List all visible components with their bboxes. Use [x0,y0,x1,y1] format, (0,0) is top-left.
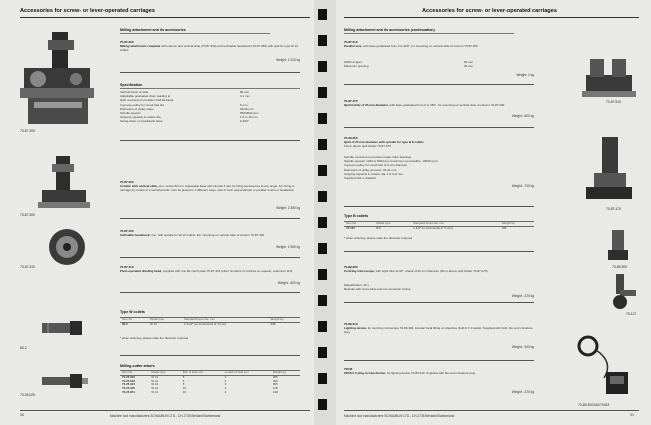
item-code: 70-87.510 [344,40,358,44]
spec-value: 1.5 to 10 mm [240,115,258,120]
footer-rule [20,410,310,411]
w-collets-title: Type W collets [120,310,145,314]
item-title: Milling attachment complete [120,44,161,49]
item-weight: Weight: .600 kg [277,281,300,285]
spec-line: Magnification: 40 x [344,283,370,287]
divider [344,251,534,252]
item-weight: Weight: .700 kg [511,184,534,188]
table-cell: 10 [182,386,186,391]
item-code: 70-96.360 [344,136,358,140]
table-cell: 70-25.024 [122,382,136,387]
spec-value: 6 mm [240,102,248,107]
quill-holder-image [580,135,638,205]
lighting-block [344,322,534,335]
image-label: 70-89.300 [612,265,627,269]
table-cell: 70-25.025 [122,386,136,391]
table-cell: 4 [224,386,227,391]
cutter-arbors-table [120,370,300,395]
page-number: 31 [630,413,634,417]
item-weight: Weight: 1.960 kg [276,245,300,249]
table-header-cell: Model type [148,318,182,323]
page-footer: Machine tool manufacturers SCHAUBLIN LTD., CH-2735 Bévilard/Switzerland [110,414,221,418]
item-code: 70-87.470 [344,99,358,103]
item-code: 70-89.310 [344,322,358,326]
spec-key: 3-groove pulley for round belt dia. [120,102,165,107]
spec-key: Maximum opening [344,64,369,69]
section-rule [120,33,270,34]
table-cell: 005 [272,382,278,387]
spec-row [120,119,300,123]
item-weight: Weight: .300 kg [511,345,534,349]
spec-rule [120,88,300,89]
spec-key: Adjustable graduated drum reading to [120,94,171,99]
cutter-arbor-image [40,370,90,392]
item-text: supplied with one 60-notch plate 70-87.416 (other numbers of notches on request, maximum 110) [162,269,293,274]
milling-attachment-block [120,40,300,53]
headstock-block [120,229,300,237]
section-title: Milling attachment and its accessories (continuation) [344,28,435,32]
dividing-head-block [120,265,300,273]
table-row [344,226,534,230]
table-cell: 6 [182,378,185,383]
table-header-cell: Standard bores dia. mm [182,318,269,323]
table-header-cell: Dia. of stud mm [181,371,223,376]
spec-value: 80 mm [240,90,250,94]
spec-row [344,64,534,68]
table-cell: 005 [272,378,278,383]
column-vertical-slide-image [34,152,94,212]
spec-title: Specification [120,83,143,87]
table-cell: 4 [224,378,227,383]
footer-rule [344,410,639,411]
image-label: 70-87.510 [606,100,621,104]
microscope-image [600,272,640,312]
dividing-head-image [42,222,92,272]
item-weight: Weight: 1 kg [516,73,534,77]
divider [344,360,534,361]
spec-line: Gripping capacity in collets: dia. 1.5 to 8 mm [344,171,403,176]
table-header-cell: Model type [374,222,411,227]
item-title: Centring microscope, [344,269,375,274]
spec-value: 0.1 mm [240,94,251,99]
image-label: 80-2 [20,346,27,350]
divider [120,140,300,141]
table-header-cell: Standard bores dia. mm [411,222,500,227]
table-cell: W 12 [151,378,159,383]
page-number: 30 [20,413,24,417]
item-text: for lighting device 70-89.310. Supplied with flex and miniature plug. [386,371,476,376]
table-cell: W 12 [151,382,159,387]
table-header-cell: Weight kg [271,371,300,376]
table-header-cell: Item No. [120,318,148,323]
header-rule [20,17,310,18]
item-title: Inclinable headstock, [120,233,151,238]
table-cell: 4 [224,382,227,387]
table-cell: W 12 [151,374,159,379]
milling-attachment-image [18,30,98,130]
page-footer: Machine tool manufacturers SCHAUBLIN LTD., CH-2735 Bévilard/Switzerland [344,414,455,418]
spec-line: 3-groove pulley for round belt of 3 mm diameter [344,163,408,168]
spec-line: Spindle speeds: 1400 to 8400 rpm (maximum permissible: 10000 rpm) [344,159,438,164]
spec-line: Supplied with 1 drawbar [344,176,377,181]
item-code: 70043 [344,367,353,371]
table-cell: 4 [224,374,227,379]
item-weight: Weight: .800 kg [511,114,534,118]
image-label: 70-87.470 [606,207,621,211]
table-cell: 4 [224,389,227,394]
table-note: * when ordering, please state the diameter required [344,236,413,240]
spec-line: Spindle mounted on precision taper-roller bearings [344,155,412,159]
table-cell: 118 [272,386,278,391]
item-code: 70-87.410 [120,265,134,269]
b-collets-title: Type B collets [344,214,369,218]
image-label: 70-87.410 [20,265,35,269]
item-text: with base graduated from 0 to 360°, for mounting on vertical slide of column 70-87.300 [389,103,505,108]
spec-list [120,90,300,124]
image-label: 70-87.300 [20,213,35,217]
microscope-block [344,265,534,273]
table-cell: 80-2 [122,321,128,326]
b-collets-table [344,221,534,231]
table-cell: B 8 [376,225,381,230]
table-row [120,322,300,326]
item-code: 70-87.300 [120,180,134,184]
microscope-spec [344,283,534,291]
item-title: Pivot-operated dividing head, [120,269,163,274]
divider [120,257,300,258]
table-header-cell: Item No. [344,222,374,227]
spec-value: 650/3000 rpm [240,111,259,116]
item-title: 220/6.3 V plug-in transformer, [344,371,387,376]
spec-key: Swing-down on headstock base [120,119,163,124]
quill-spec [344,155,534,180]
table-cell: W 12 [151,386,159,391]
item-text: iron, with spindle for W 12 collets. For mounting on vertical slide of column 70-87.300 [151,233,265,238]
table-cell: 021 [501,225,507,230]
spec-value: 64/49 mm [240,106,254,111]
item-weight: Weight: 4.200 kg [276,58,300,62]
item-text: with sight tube at 90°, shank of 25 mm diameter (fits in above quill holder 70-87.470) [375,269,488,274]
quill-holder-block [344,99,534,107]
quill-block [344,136,534,149]
divider [120,292,300,293]
cutter-arbors-title: Milling-cutter arbors [120,364,155,368]
item-title: Column with vertical slide, [120,184,158,189]
header-rule [344,17,639,18]
spec-key: Diameters of pulley steps [120,106,154,111]
divider [120,218,300,219]
table-cell: 1-8.9* on increments of .5 mm) [413,225,453,230]
table-cell: 70-25.022 [122,374,136,379]
item-code: 70-87.300 [120,40,134,44]
table-cell: W 12 [151,389,159,394]
divider [120,355,300,356]
right-page [330,0,651,425]
spec-key: Gripping capacity in collets dia. [120,115,162,120]
page-header: Accessories for screw- or lever-operated carriages [20,8,155,14]
table-note: * when ordering, please state the diameter required [120,336,189,340]
spec-key: Vertical travel of slide [120,90,149,94]
spec-line: Diameters of pulley grooves: 33-41 mm [344,167,397,172]
section-rule [344,33,514,34]
table-cell: 70-25.023 [122,378,136,383]
left-page [0,0,322,425]
table-row [120,391,300,395]
image-label: 70-87.300 [20,129,35,133]
table-cell: 70-127 [346,225,356,230]
table-cell: 005 [272,374,278,379]
item-text: stro. stroke 80 mm. Adjustable base with circular T-slot for fixing accessories at any angle. For fixing to carriage by means of 2 sectorial bolts. Can be placed in 2 different ways, size of such perpendicular or parallel to axis of headstock. [120,184,295,193]
item-weight: Weight: .220 kg [511,294,534,298]
b-collet-image [598,228,638,264]
transformer-block [344,367,534,375]
table-cell: 148 [272,389,278,394]
item-weight: Weight: 2.380 kg [276,206,300,210]
spec-line: Reticule with cross-hairs and 12 concentric circles [344,287,411,292]
table-cell: 16 [182,389,186,394]
lighting-device-image [574,332,638,398]
item-text: Fits in above quill holder 70-87.470 [344,144,391,149]
parallel-vise-spec [344,60,534,68]
item-text: with column and vertical slide (70-87.300) and reclinable headstock (70-87.450) with quill for type W 12 collets [120,44,298,53]
item-title: Parallel vise, [344,44,363,49]
column-block [120,180,300,193]
spec-value: 0-360° [240,119,249,124]
table-cell: 5 [182,374,185,379]
table-cell: 70-25.851 [122,389,136,394]
image-label: 70-89.300/310/70043 [578,403,610,407]
item-title: Quill of 25 mm diameter with spindle for type B 8 collets [344,140,424,145]
page-header: Accessories for screw- or lever-operated carriages [422,8,557,14]
table-cell: W 12 [149,321,157,326]
table-header-cell: Weight kg [500,222,534,227]
parallel-vise-image [580,45,638,100]
item-weight: Weight: .220 kg [511,390,534,394]
table-cell: 005 [270,321,276,326]
section-title: Milling attachment and its accessories [120,28,186,32]
divider [344,302,534,303]
item-text: for centring microscope 70-89.300. Annular focal fitting on objective (bulb 6 V 3 watts). Supplied with bulb, flex and miniature plug. [344,326,533,335]
spec-key: Quill mounted on precision ball bearings [120,98,174,103]
divider [344,206,534,207]
spec-key: Width of jaws [344,60,362,64]
table-cell: 1.5-12* (on increments of .5 mm) [183,321,227,326]
w-collet-image [40,318,84,338]
spec-key: Spindle speeds [120,111,141,116]
item-code: 70-87.450 [120,229,134,233]
item-title: Lighting device, [344,326,367,331]
table-cell: 8 [182,382,185,387]
spec-value: 35 mm [464,64,474,69]
table-header-cell: Model type [149,371,180,376]
table-header-cell: Weight kg [269,318,301,323]
divider [344,127,534,128]
item-text: with base graduated from 0 to 360°, for mounting on vertical slide of column 70-87.300 [363,44,478,49]
parallel-vise-block [344,40,534,48]
divider [120,72,300,73]
image-label: 70-127 [626,312,637,316]
divider [344,84,534,85]
item-code: 70-89.300 [344,265,358,269]
item-title: Quill holder of 25 mm diameter, [344,103,389,108]
table-header-cell: Item No. [120,371,149,376]
w-collets-table [120,317,300,327]
table-header-cell: Length of stud mm [223,371,271,376]
spec-value: 50 mm [464,60,474,64]
image-label: 70-25.025 [20,393,35,397]
